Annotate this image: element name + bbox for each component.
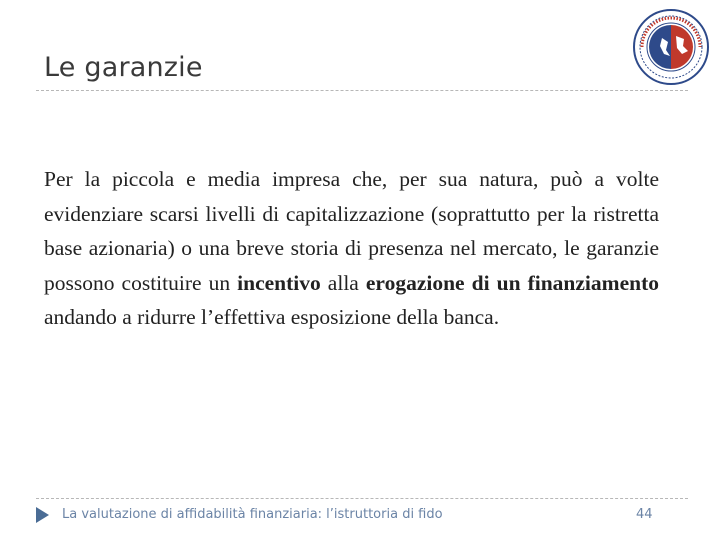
body-text-2: alla <box>320 270 366 295</box>
title-divider <box>36 90 688 91</box>
body-bold-erogazione: erogazione di un finanziamento <box>365 270 659 295</box>
body-paragraph <box>44 162 659 335</box>
footer-caption: La valutazione di affidabilità finanziaria: l’istruttoria di fido <box>62 507 443 522</box>
body-text-3: andando a ridurre l’effettiva esposizione della banca. <box>44 305 500 329</box>
play-arrow-icon <box>36 507 49 523</box>
slide-title: Le garanzie <box>44 52 203 83</box>
body-bold-incentivo: incentivo <box>237 270 321 295</box>
footer-divider <box>36 498 688 499</box>
university-seal-logo <box>632 8 710 86</box>
page-number: 44 <box>636 507 653 522</box>
body-text-1: Per la piccola e media impresa che, per sua natura, può a volte evidenziare scarsi livelli di capitalizzazione (soprattutto per la ristretta base azionaria) o una breve storia di presenza nel mercato, le garanzie possono costituire un <box>44 167 659 295</box>
